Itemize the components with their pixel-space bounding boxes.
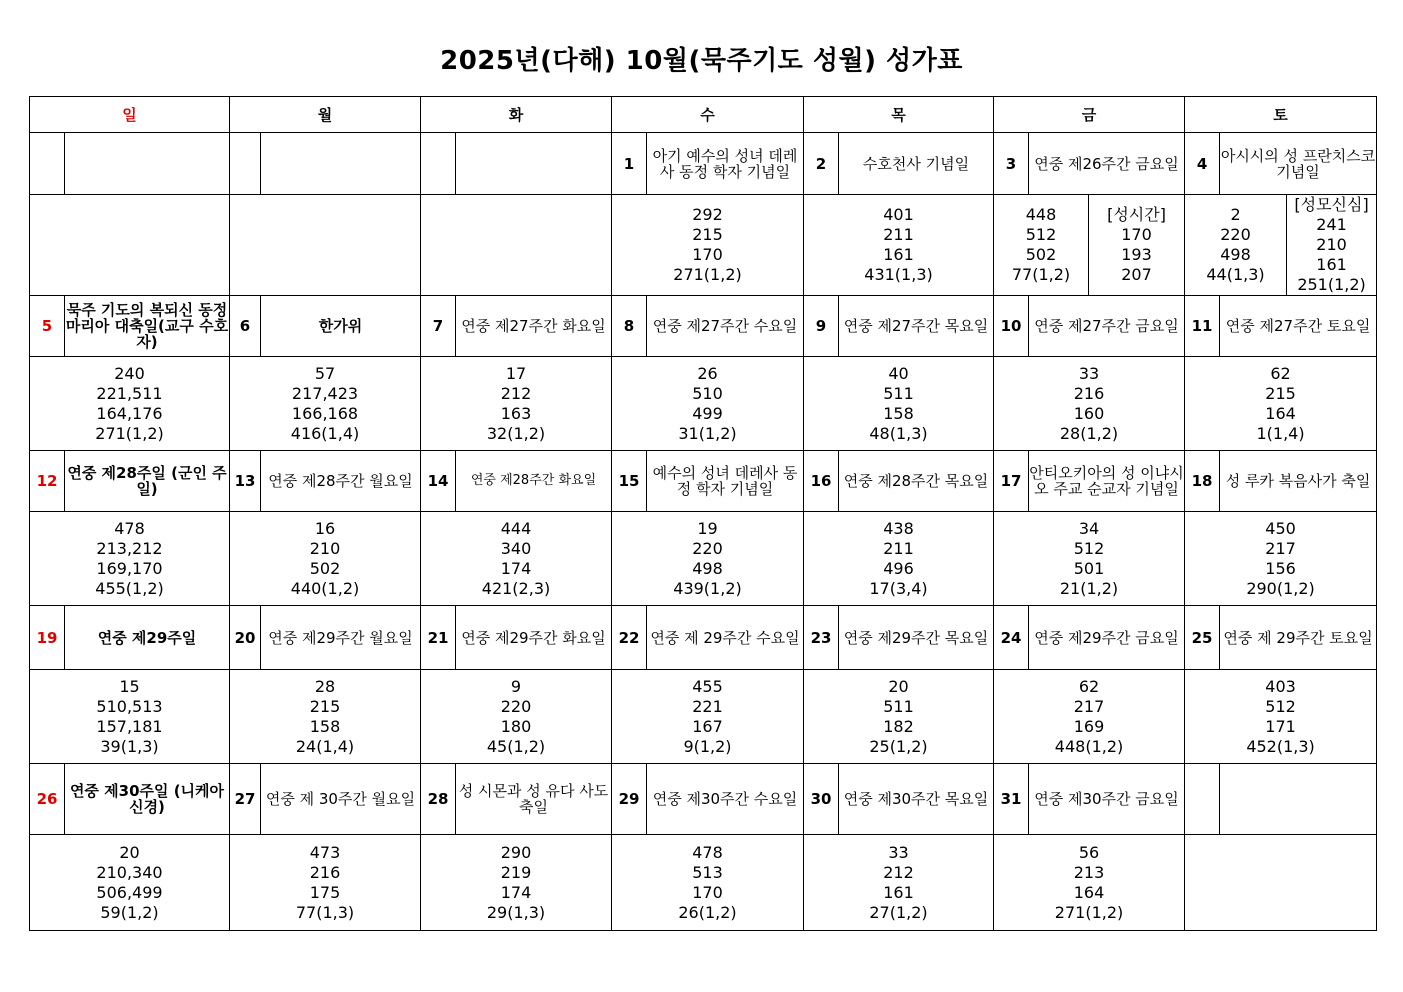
hymn-numbers-mass: 2 220 498 44(1,3)	[1185, 195, 1287, 296]
day-number: 18	[1185, 451, 1220, 512]
day-number: 10	[994, 296, 1029, 357]
hymn-numbers: 33 216 160 28(1,2)	[994, 357, 1185, 451]
day-number: 1	[612, 133, 647, 195]
week-2-hymn-row	[30, 357, 1377, 451]
day-liturgy: 연중 제26주간 금요일	[1029, 133, 1185, 195]
hymn-numbers: 20 210,340 506,499 59(1,2)	[30, 835, 230, 931]
day-liturgy: 연중 제29주간 화요일	[456, 606, 612, 670]
day-liturgy: 묵주 기도의 복되신 동정 마리아 대축일(교구 수호자)	[65, 296, 230, 357]
day-liturgy: 연중 제28주일 (군인 주일)	[65, 451, 230, 512]
hymn-numbers: 40 511 158 48(1,3)	[804, 357, 994, 451]
day-liturgy: 안티오키아의 성 이냐시오 주교 순교자 기념일	[1029, 451, 1185, 512]
week-1-day-row	[30, 133, 1377, 195]
day-liturgy: 연중 제 29주간 수요일	[647, 606, 804, 670]
hymn-numbers: 62 215 164 1(1,4)	[1185, 357, 1377, 451]
day-liturgy: 아기 예수의 성녀 데레사 동정 학자 기념일	[647, 133, 804, 195]
hymn-numbers: 290 219 174 29(1,3)	[421, 835, 612, 931]
hymn-numbers: 478 213,212 169,170 455(1,2)	[30, 512, 230, 606]
day-number	[230, 133, 261, 195]
day-liturgy: 연중 제30주간 목요일	[839, 764, 994, 835]
day-liturgy: 연중 제27주간 수요일	[647, 296, 804, 357]
hymn-numbers: 57 217,423 166,168 416(1,4)	[230, 357, 421, 451]
day-number: 26	[30, 764, 65, 835]
day-liturgy: 연중 제27주간 목요일	[839, 296, 994, 357]
day-number: 31	[994, 764, 1029, 835]
day-liturgy	[65, 133, 230, 195]
day-number: 8	[612, 296, 647, 357]
hymn-numbers: 33 212 161 27(1,2)	[804, 835, 994, 931]
week-5-hymn-row	[30, 835, 1377, 931]
week-4-day-row	[30, 606, 1377, 670]
hymn-numbers: 20 511 182 25(1,2)	[804, 670, 994, 764]
week-4-hymn-row	[30, 670, 1377, 764]
weekday-fri: 금	[994, 97, 1185, 133]
hymn-numbers: 444 340 174 421(2,3)	[421, 512, 612, 606]
weekday-sat: 토	[1185, 97, 1377, 133]
day-number: 3	[994, 133, 1029, 195]
page-title: 2025년(다해) 10월(묵주기도 성월) 성가표	[440, 46, 963, 76]
day-number: 29	[612, 764, 647, 835]
day-liturgy: 수호천사 기념일	[839, 133, 994, 195]
day-number: 25	[1185, 606, 1220, 670]
day-liturgy: 연중 제29주간 목요일	[839, 606, 994, 670]
day-number: 22	[612, 606, 647, 670]
week-1-hymn-row	[30, 195, 1377, 296]
weekday-tue: 화	[421, 97, 612, 133]
hymn-numbers: 240 221,511 164,176 271(1,2)	[30, 357, 230, 451]
day-liturgy: 연중 제 29주간 토요일	[1220, 606, 1377, 670]
day-liturgy: 성 루카 복음사가 축일	[1220, 451, 1377, 512]
day-number: 16	[804, 451, 839, 512]
day-number	[30, 133, 65, 195]
week-5-day-row	[30, 764, 1377, 835]
week-3-hymn-row	[30, 512, 1377, 606]
week-2-day-row	[30, 296, 1377, 357]
hymn-numbers: 478 513 170 26(1,2)	[612, 835, 804, 931]
day-number: 15	[612, 451, 647, 512]
hymn-numbers: 473 216 175 77(1,3)	[230, 835, 421, 931]
hymn-numbers: 62 217 169 448(1,2)	[994, 670, 1185, 764]
hymn-numbers: 26 510 499 31(1,2)	[612, 357, 804, 451]
day-number: 13	[230, 451, 261, 512]
day-liturgy: 연중 제27주간 금요일	[1029, 296, 1185, 357]
day-liturgy: 연중 제28주간 화요일	[456, 451, 612, 512]
day-number: 2	[804, 133, 839, 195]
hymn-numbers: 17 212 163 32(1,2)	[421, 357, 612, 451]
day-number: 23	[804, 606, 839, 670]
weekday-wed: 수	[612, 97, 804, 133]
day-liturgy: 연중 제30주일 (니케아신경)	[65, 764, 230, 835]
weekday-mon: 월	[230, 97, 421, 133]
hymn-numbers: 292 215 170 271(1,2)	[612, 195, 804, 296]
hymn-numbers: 450 217 156 290(1,2)	[1185, 512, 1377, 606]
hymn-calendar-table	[29, 96, 1377, 931]
day-liturgy	[456, 133, 612, 195]
day-liturgy: 연중 제28주간 월요일	[261, 451, 421, 512]
hymn-numbers	[421, 195, 612, 296]
day-liturgy: 연중 제29주간 금요일	[1029, 606, 1185, 670]
hymn-numbers: 9 220 180 45(1,2)	[421, 670, 612, 764]
day-number: 4	[1185, 133, 1220, 195]
day-liturgy: 연중 제 30주간 월요일	[261, 764, 421, 835]
hymn-numbers: 34 512 501 21(1,2)	[994, 512, 1185, 606]
day-liturgy: 아시시의 성 프란치스코 기념일	[1220, 133, 1377, 195]
day-number: 28	[421, 764, 456, 835]
hymn-numbers-holy-hour: [성시간] 170 193 207	[1089, 195, 1185, 296]
day-liturgy: 연중 제30주간 수요일	[647, 764, 804, 835]
day-liturgy: 연중 제29주일	[65, 606, 230, 670]
day-number: 12	[30, 451, 65, 512]
hymn-numbers-marian: [성모신심] 241 210 161 251(1,2)	[1287, 195, 1377, 296]
day-number: 24	[994, 606, 1029, 670]
day-liturgy: 성 시몬과 성 유다 사도 축일	[456, 764, 612, 835]
day-liturgy: 연중 제30주간 금요일	[1029, 764, 1185, 835]
hymn-numbers: 15 510,513 157,181 39(1,3)	[30, 670, 230, 764]
day-number	[421, 133, 456, 195]
hymn-numbers: 19 220 498 439(1,2)	[612, 512, 804, 606]
hymn-numbers: 16 210 502 440(1,2)	[230, 512, 421, 606]
hymn-numbers: 56 213 164 271(1,2)	[994, 835, 1185, 931]
day-number: 17	[994, 451, 1029, 512]
day-liturgy: 예수의 성녀 데레사 동정 학자 기념일	[647, 451, 804, 512]
hymn-numbers: 401 211 161 431(1,3)	[804, 195, 994, 296]
day-number: 27	[230, 764, 261, 835]
day-liturgy: 한가위	[261, 296, 421, 357]
week-3-day-row	[30, 451, 1377, 512]
hymn-numbers	[230, 195, 421, 296]
day-number: 6	[230, 296, 261, 357]
day-number: 19	[30, 606, 65, 670]
day-number	[1185, 764, 1220, 835]
hymn-numbers: 28 215 158 24(1,4)	[230, 670, 421, 764]
day-number: 20	[230, 606, 261, 670]
day-liturgy: 연중 제27주간 화요일	[456, 296, 612, 357]
hymn-numbers	[30, 195, 230, 296]
hymn-numbers: 403 512 171 452(1,3)	[1185, 670, 1377, 764]
day-number: 30	[804, 764, 839, 835]
day-number: 14	[421, 451, 456, 512]
weekday-thu: 목	[804, 97, 994, 133]
day-number: 11	[1185, 296, 1220, 357]
weekday-sun: 일	[30, 97, 230, 133]
day-liturgy: 연중 제27주간 토요일	[1220, 296, 1377, 357]
weekday-header-row	[30, 97, 1377, 133]
day-liturgy: 연중 제28주간 목요일	[839, 451, 994, 512]
day-liturgy	[1220, 764, 1377, 835]
hymn-numbers: 438 211 496 17(3,4)	[804, 512, 994, 606]
day-liturgy: 연중 제29주간 월요일	[261, 606, 421, 670]
day-number: 5	[30, 296, 65, 357]
day-liturgy	[261, 133, 421, 195]
hymn-numbers	[1185, 835, 1377, 931]
hymn-numbers: 455 221 167 9(1,2)	[612, 670, 804, 764]
day-number: 9	[804, 296, 839, 357]
day-number: 7	[421, 296, 456, 357]
hymn-numbers-mass: 448 512 502 77(1,2)	[994, 195, 1089, 296]
day-number: 21	[421, 606, 456, 670]
